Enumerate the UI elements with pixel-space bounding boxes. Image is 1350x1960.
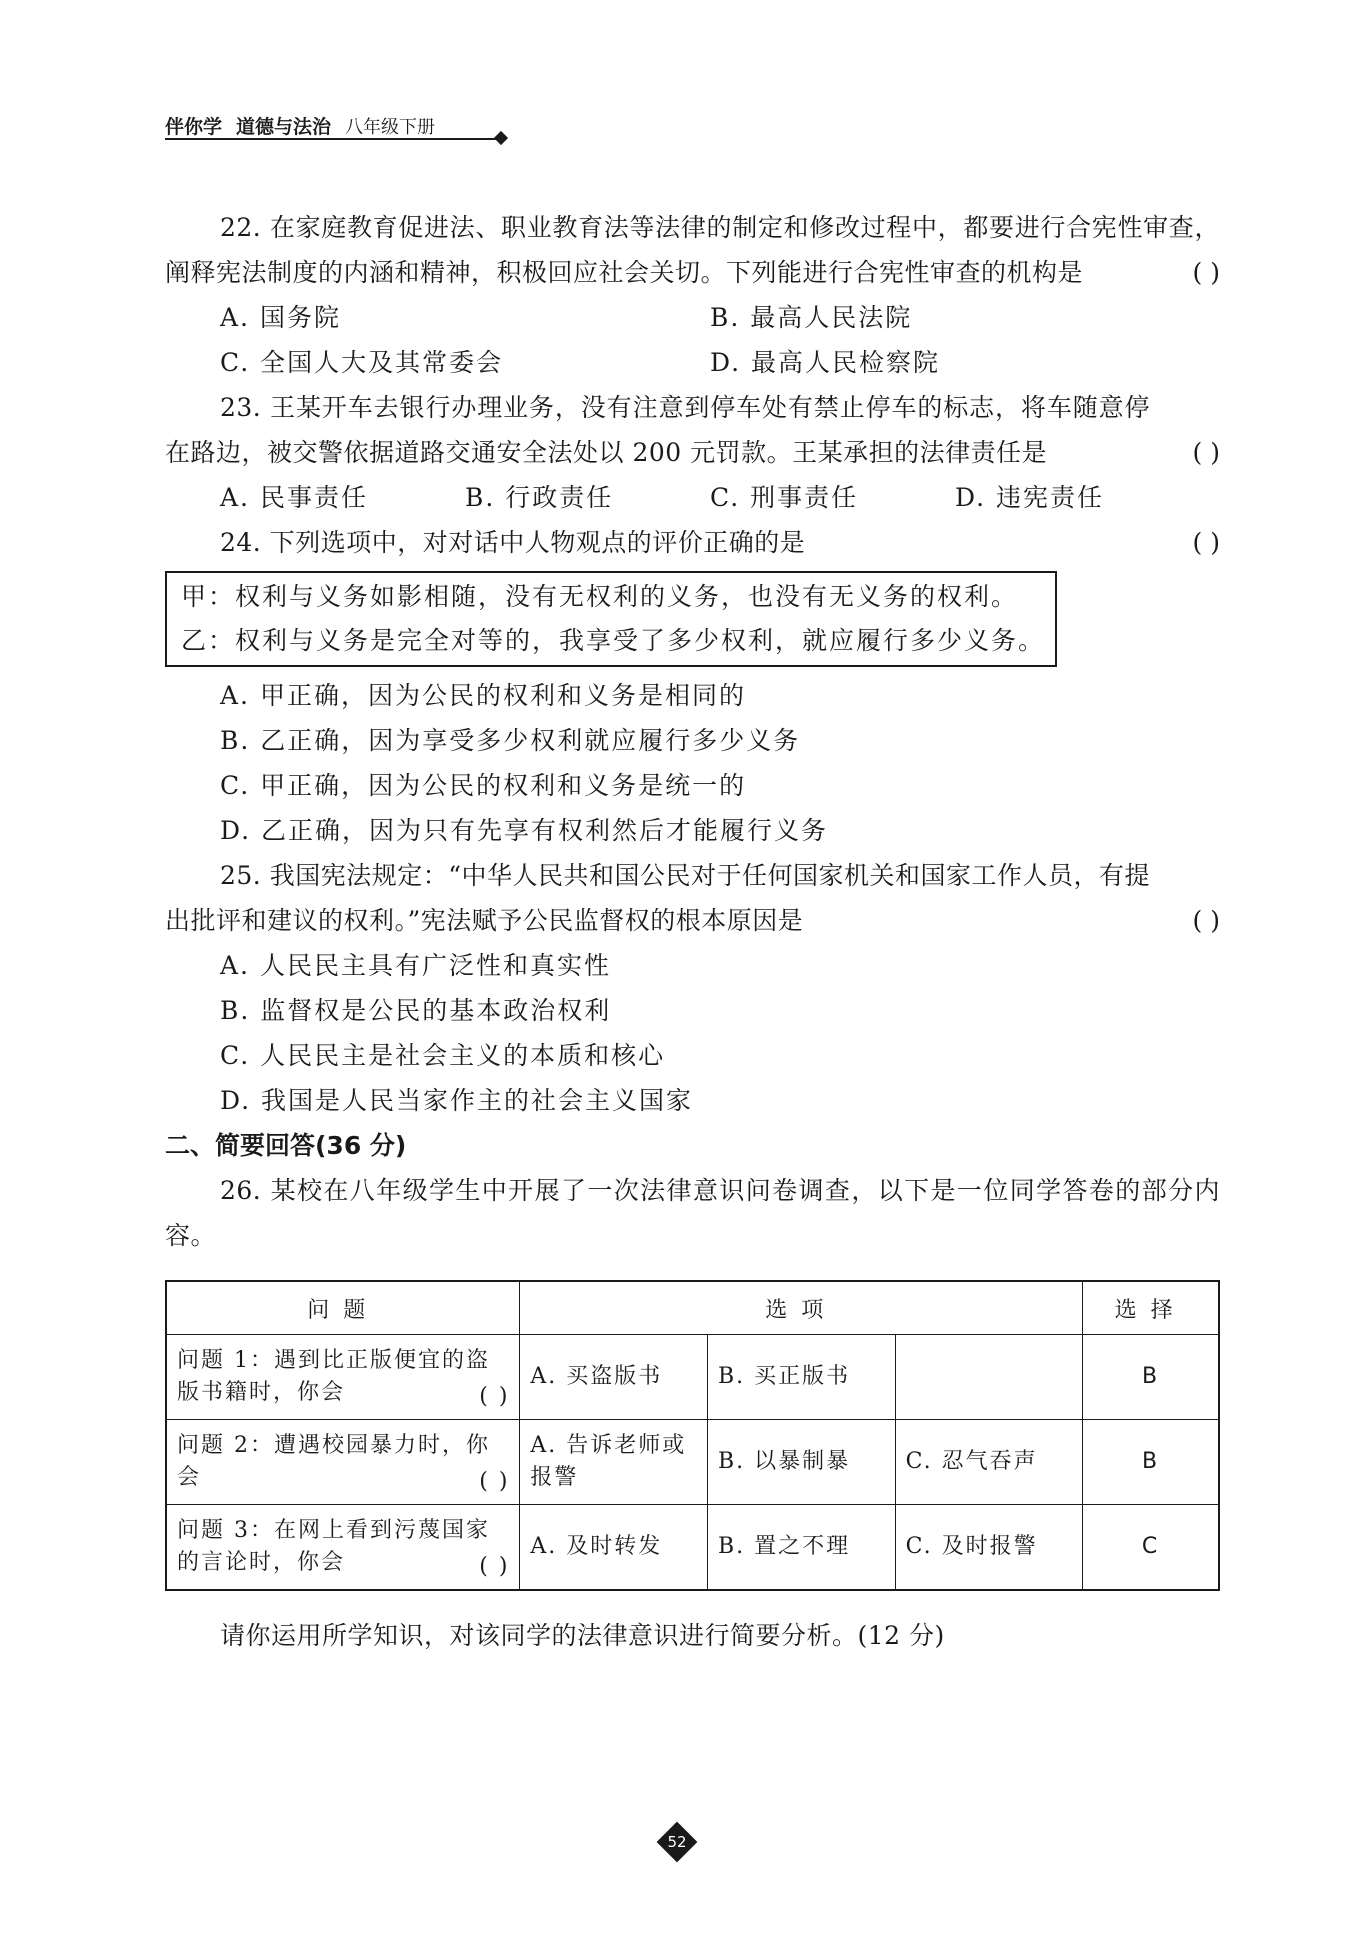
question-text: 问题 3：在网上看到污蔑国家的言论时，你会 [177, 1518, 490, 1575]
section-title: 二、简要回答(36 分) [165, 1131, 407, 1160]
option-b: B. 乙正确，因为享受多少权利就应履行多少义务 [220, 726, 801, 755]
choice-cell: B [1083, 1335, 1219, 1420]
header-subject: 道德与法治 [236, 116, 332, 138]
question-26-task: 请你运用所学知识，对该同学的法律意识进行简要分析。(12 分) [220, 1621, 945, 1650]
option-cell: A. 买盗版书 [520, 1335, 708, 1420]
option-c: C. 甲正确，因为公民的权利和义务是统一的 [220, 771, 747, 800]
question-24-options [165, 673, 1220, 853]
table-header-row [166, 1281, 1219, 1335]
choice-cell: B [1083, 1420, 1219, 1505]
question-22-stem: 22. 在家庭教育促进法、职业教育法等法律的制定和修改过程中，都要进行合宪性审查，阐释宪法制度的内涵和精神，积极回应社会关切。下列能进行合宪性审查的机构是 [165, 213, 1220, 287]
table-row [166, 1505, 1219, 1591]
option-cell: B. 以暴制暴 [708, 1420, 896, 1505]
question-23-answer-blank: ( ) [1192, 438, 1220, 467]
page-content [165, 205, 1220, 1658]
option-a: A. 国务院 [220, 303, 341, 332]
header-diamond-icon [494, 131, 508, 145]
header-rule [165, 138, 500, 140]
header-options: 选项 [520, 1281, 1083, 1335]
option-cell: C. 忍气吞声 [895, 1420, 1083, 1505]
question-25-stem: 25. 我国宪法规定：“中华人民共和国公民对于任何国家机关和国家工作人员，有提出批评和建议的权利。”宪法赋予公民监督权的根本原因是 [165, 861, 1150, 935]
option-cell: A. 及时转发 [520, 1505, 708, 1591]
question-26-stem: 26. 某校在八年级学生中开展了一次法律意识问卷调查，以下是一位同学答卷的部分内容。 [165, 1176, 1220, 1250]
option-b: B. 监督权是公民的基本政治权利 [220, 996, 612, 1025]
question-22-options [165, 295, 1220, 385]
page-number-badge [657, 1822, 697, 1862]
option-c: C. 人民民主是社会主义的本质和核心 [220, 1041, 666, 1070]
question-25-answer-blank: ( ) [1192, 906, 1220, 935]
header-choice: 选择 [1083, 1281, 1219, 1335]
option-b: B. 行政责任 [465, 483, 614, 512]
answer-blank: ( ) [479, 1384, 510, 1409]
option-cell [895, 1335, 1083, 1420]
question-22-answer-blank: ( ) [1192, 258, 1220, 287]
survey-table [165, 1280, 1220, 1591]
question-23-options [165, 475, 1220, 520]
question-cell [166, 1420, 520, 1505]
choice-cell: C [1083, 1505, 1219, 1591]
question-24-stem: 24. 下列选项中，对对话中人物观点的评价正确的是 [220, 528, 806, 557]
dialog-line-jia: 甲：权利与义务如影相随，没有无权利的义务，也没有无义务的权利。 [181, 582, 1019, 611]
header-question: 问题 [166, 1281, 520, 1335]
option-c: C. 全国人大及其常委会 [220, 348, 504, 377]
question-23 [165, 385, 1220, 475]
question-cell [166, 1335, 520, 1420]
option-d: D. 违宪责任 [955, 483, 1105, 512]
option-a: A. 民事责任 [220, 483, 368, 512]
option-cell: B. 买正版书 [708, 1335, 896, 1420]
dialog-line-yi: 乙：权利与义务是完全对等的，我享受了多少权利，就应履行多少义务。 [181, 626, 1046, 655]
question-25-options [165, 943, 1220, 1123]
table-row [166, 1335, 1219, 1420]
option-d: D. 我国是人民当家作主的社会主义国家 [220, 1086, 694, 1115]
header-grade: 八年级下册 [345, 117, 436, 138]
option-cell: A. 告诉老师或报警 [520, 1420, 708, 1505]
option-a: A. 人民民主具有广泛性和真实性 [220, 951, 611, 980]
page-number: 52 [667, 1833, 687, 1851]
question-22 [165, 205, 1220, 295]
question-cell [166, 1505, 520, 1591]
running-header [165, 112, 435, 139]
question-text: 问题 1：遇到比正版便宜的盗版书籍时，你会 [177, 1348, 490, 1405]
table-row [166, 1420, 1219, 1505]
question-23-stem: 23. 王某开车去银行办理业务，没有注意到停车处有禁止停车的标志，将车随意停在路边，被交警依据道路交通安全法处以 200 元罚款。王某承担的法律责任是 [165, 393, 1150, 467]
option-cell: C. 及时报警 [895, 1505, 1083, 1591]
option-d: D. 乙正确，因为只有先享有权利然后才能履行义务 [220, 816, 829, 845]
answer-blank: ( ) [479, 1469, 510, 1494]
option-cell: B. 置之不理 [708, 1505, 896, 1591]
question-24 [165, 520, 1220, 565]
option-d: D. 最高人民检察院 [710, 348, 941, 377]
question-text: 问题 2：遭遇校园暴力时，你会 [177, 1433, 490, 1490]
question-25 [165, 853, 1220, 943]
answer-blank: ( ) [479, 1554, 510, 1579]
question-24-answer-blank: ( ) [1192, 528, 1220, 557]
header-brand: 伴你学 [165, 116, 223, 138]
option-b: B. 最高人民法院 [710, 303, 913, 332]
option-c: C. 刑事责任 [710, 483, 859, 512]
option-a: A. 甲正确，因为公民的权利和义务是相同的 [220, 681, 746, 710]
dialog-box [165, 571, 1057, 667]
